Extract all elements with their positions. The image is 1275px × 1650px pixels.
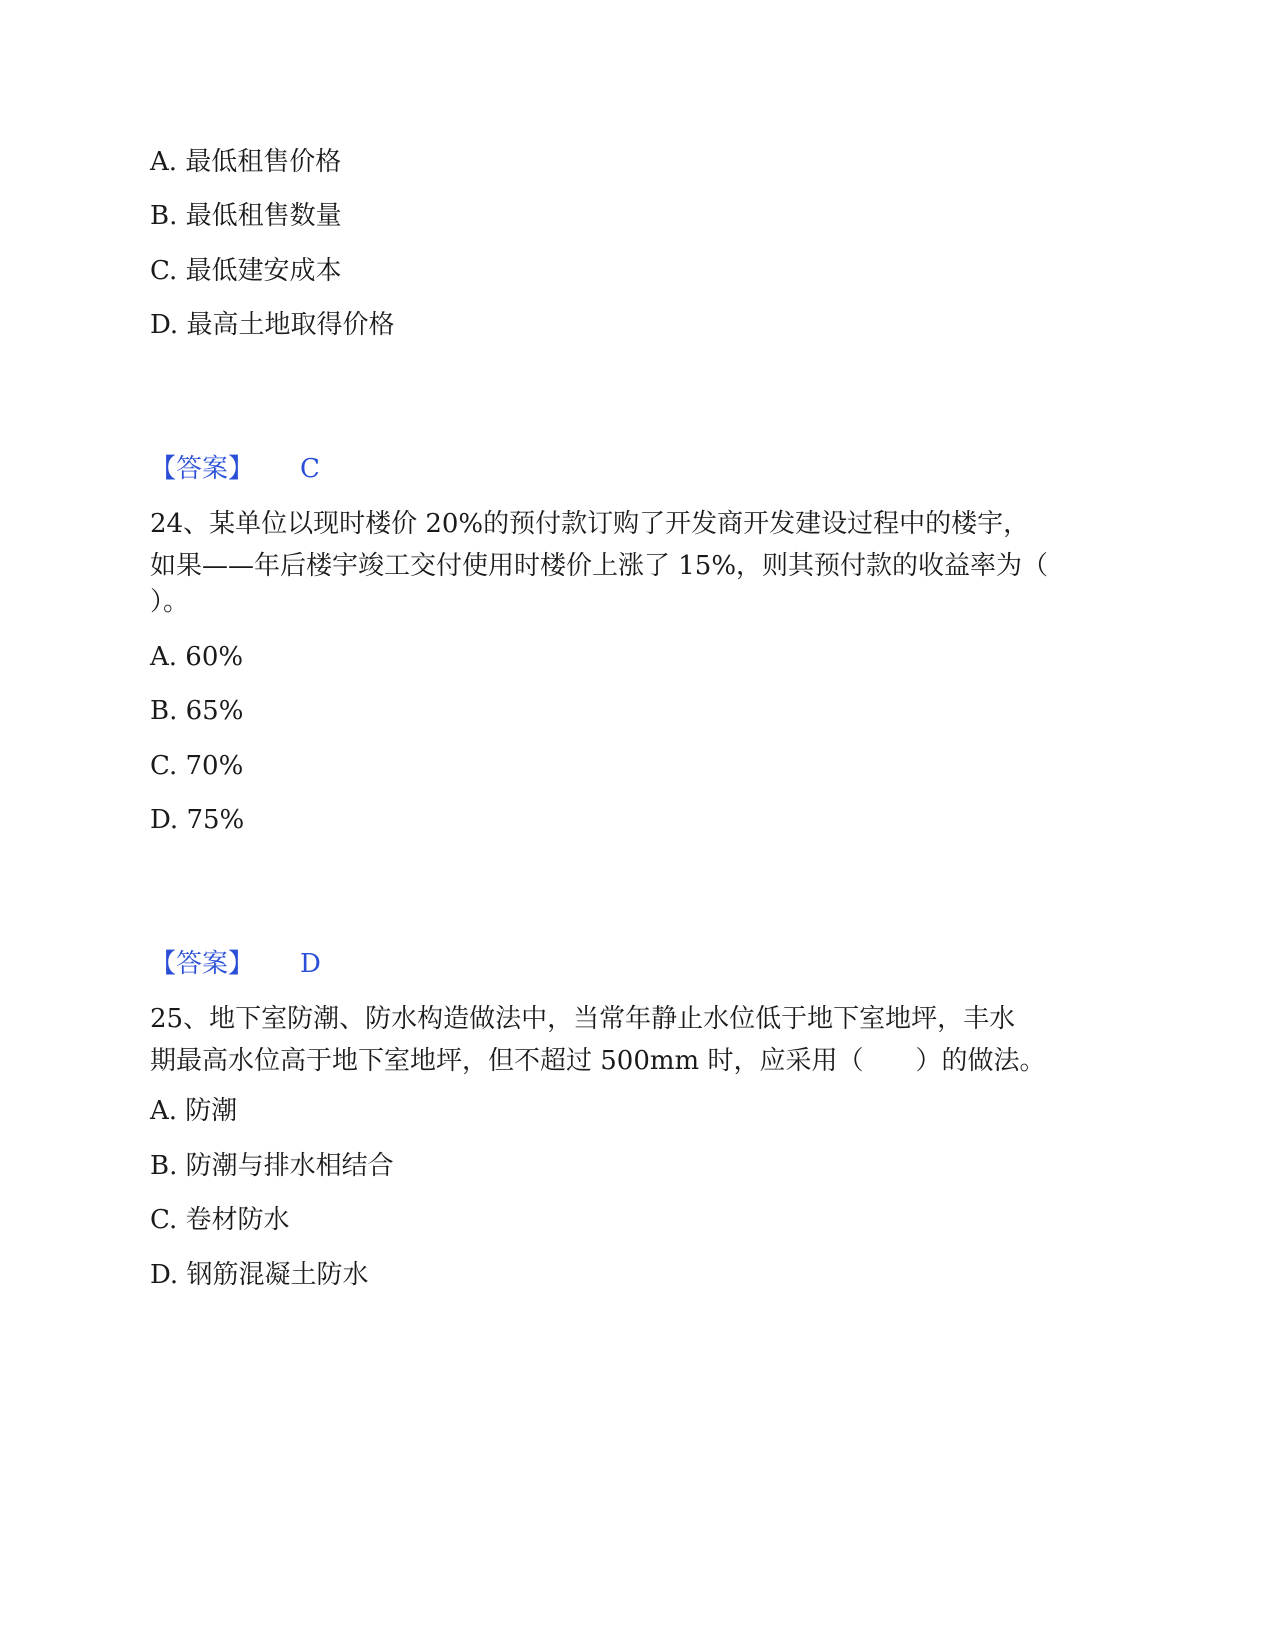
answer-label: 【答案】 (150, 454, 255, 484)
q25-question (150, 998, 1110, 1082)
q25-line-2: 期最高水位高于地下室地坪，但不超过 500mm 时，应采用（ ）的做法。 (150, 1046, 1046, 1076)
answer-value: D (300, 949, 321, 979)
q23-option-c: C. 最低建安成本 (150, 256, 342, 286)
q25-option-d: D. 钢筋混凝土防水 (150, 1260, 369, 1290)
q23-option-d: D. 最高土地取得价格 (150, 310, 395, 340)
q24-line-3: ）。 (150, 587, 190, 617)
q24-option-d: D. 75% (150, 805, 245, 835)
q25-line-1: 25、地下室防潮、防水构造做法中，当常年静止水位低于地下室地坪，丰水 (150, 1004, 1016, 1034)
q25-option-c: C. 卷材防水 (150, 1205, 290, 1235)
q23-option-b: B. 最低租售数量 (150, 201, 342, 231)
answer-value: C (300, 454, 320, 484)
q24-option-b: B. 65% (150, 696, 244, 726)
q24-line-1: 24、某单位以现时楼价 20%的预付款订购了开发商开发建设过程中的楼宇， (150, 509, 1030, 539)
q24-line-2: 如果——年后楼宇竣工交付使用时楼价上涨了 15%，则其预付款的收益率为（ (150, 551, 1049, 581)
q23-answer (150, 452, 320, 486)
q24-option-a: A. 60% (150, 642, 244, 672)
q24-answer (150, 947, 321, 981)
q25-option-a: A. 防潮 (150, 1096, 238, 1126)
q23-option-a: A. 最低租售价格 (150, 147, 342, 177)
q24-question (150, 503, 1110, 617)
q25-option-b: B. 防潮与排水相结合 (150, 1151, 394, 1181)
answer-label: 【答案】 (150, 949, 255, 979)
q24-option-c: C. 70% (150, 751, 244, 781)
